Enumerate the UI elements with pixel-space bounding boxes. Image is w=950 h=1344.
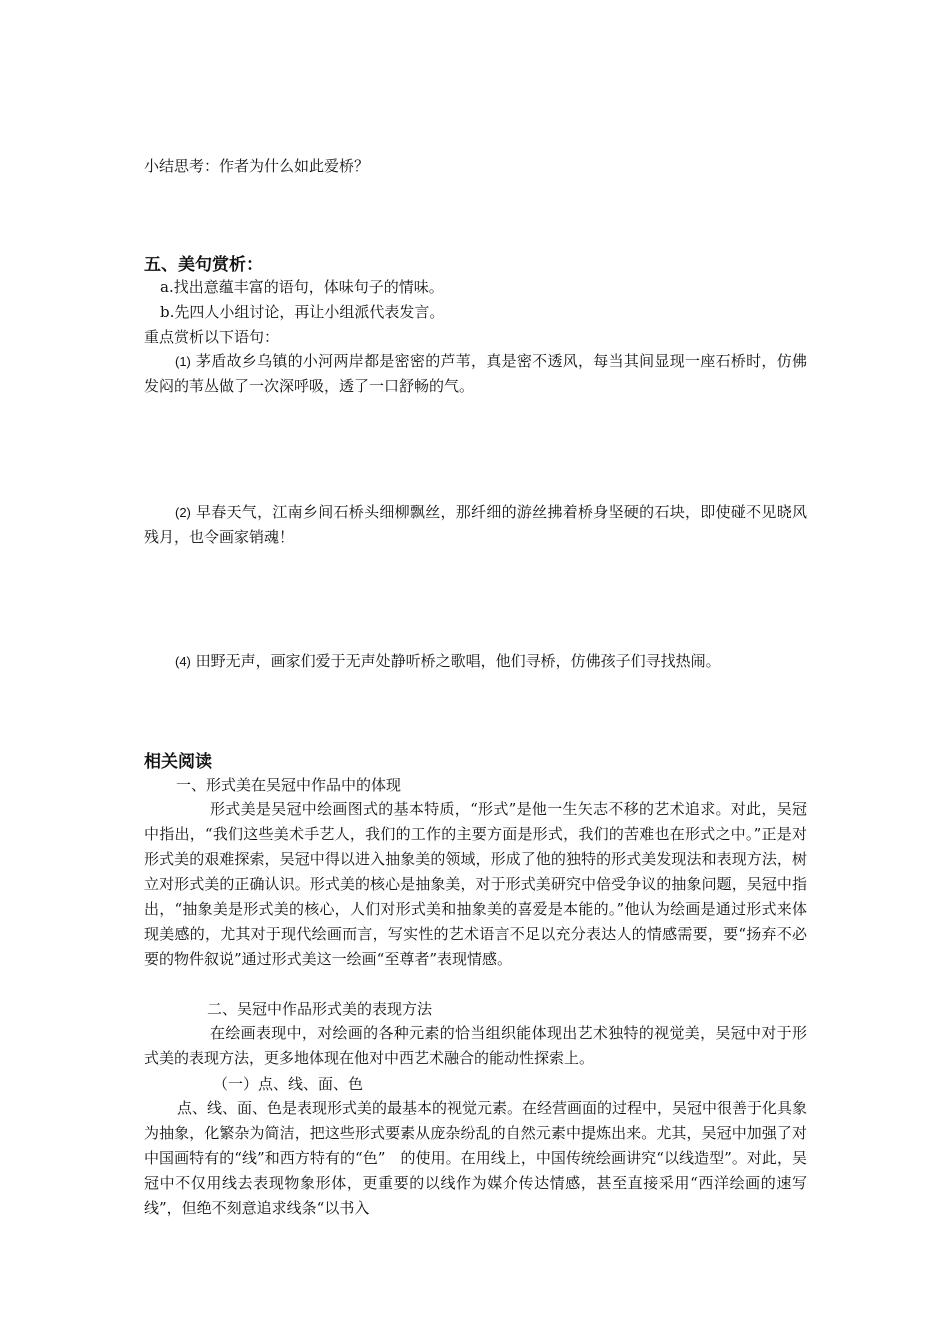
instruction-item-b: b.先四人小组讨论，再让小组派代表发言。 — [160, 303, 445, 321]
part-2-title: 二、吴冠中作品形式美的表现方法 — [207, 1000, 433, 1018]
part-2-paragraph: 在绘画表现中，对绘画的各种元素的恰当组织能体现出艺术独特的视觉美，吴冠中对于形式美的表现方法，更多地体现在他对中西艺术融合的能动性探索上。 — [144, 1024, 807, 1067]
part-1-paragraph: 形式美是吴冠中绘画图式的基本特质，“形式”是他一生矢志不移的艺术追求。对此，吴冠中指出，“我们这些美术手艺人，我们的工作的主要方面是形式，我们的苦难也在形式之中。”正是对形式美的艰难探索，吴冠中得以进入抽象美的领域，形成了他的独特的形式美发现法和表现方法，树立对形式美的正确认识。形式美的核心是抽象美，对于形式美研究中倍受争议的抽象问题，吴冠中指出，“抽象美是形式美的核心，人们对形式美和抽象美的喜爱是本能的。”他认为绘画是通过形式来体现美感的，尤其对于现代绘画而言，写实性的艺术语言不足以充分表达人的情感需要，要“扬弃不必要的物件叙说”通过形式美这一绘画“至尊者”表现情感。 — [144, 800, 807, 968]
part-1-title: 一、形式美在吴冠中作品中的体现 — [176, 776, 402, 794]
sentence-number: (1) — [175, 354, 191, 369]
instruction-item-a: a.找出意蕴丰富的语句，体味句子的情味。 — [160, 278, 444, 296]
related-reading-heading: 相关阅读 — [144, 752, 212, 772]
subsection-1-title: （一）点、线、面、色 — [213, 1075, 364, 1093]
summary-question: 小结思考：作者为什么如此爱桥？ — [144, 157, 370, 175]
sentence-4 — [144, 649, 807, 674]
sentence-1 — [144, 349, 807, 399]
sentence-2 — [144, 500, 807, 550]
sentence-number: (2) — [175, 505, 191, 520]
sentence-text: 早春天气，江南乡间石桥头细柳飘丝，那纤细的游丝拂着桥身坚硬的石块，即使碰不见晓风残月，也令画家销魂！ — [144, 503, 807, 546]
sentence-text: 田野无声，画家们爱于无声处静听桥之歌唱，他们寻桥，仿佛孩子们寻找热闹。 — [195, 652, 721, 670]
sentence-text: 茅盾故乡乌镇的小河两岸都是密密的芦苇，真是密不透风，每当其间显现一座石桥时，仿佛发闷的苇丛做了一次深呼吸，透了一口舒畅的气。 — [144, 352, 807, 395]
sentence-number: (4) — [175, 654, 191, 669]
subsection-1-paragraph: 点、线、面、色是表现形式美的最基本的视觉元素。在经营画面的过程中，吴冠中很善于化具象为抽象，化繁杂为简洁，把这些形式要素从庞杂纷乱的自然元素中提炼出来。尤其，吴冠中加强了对中国画特有的“线”和西方特有的“色” 的使用。在用线上，中国传统绘画讲究“以线造型”。对此，吴冠中不仅用线去表现物象形体，更重要的以线作为媒介传达情感，甚至直接采用“西洋绘画的速写线”，但绝不刻意追求线条“以书入 — [144, 1099, 808, 1217]
focus-label: 重点赏析以下语句： — [144, 328, 280, 346]
section-heading-beautiful-sentences: 五、美句赏析： — [144, 255, 263, 275]
